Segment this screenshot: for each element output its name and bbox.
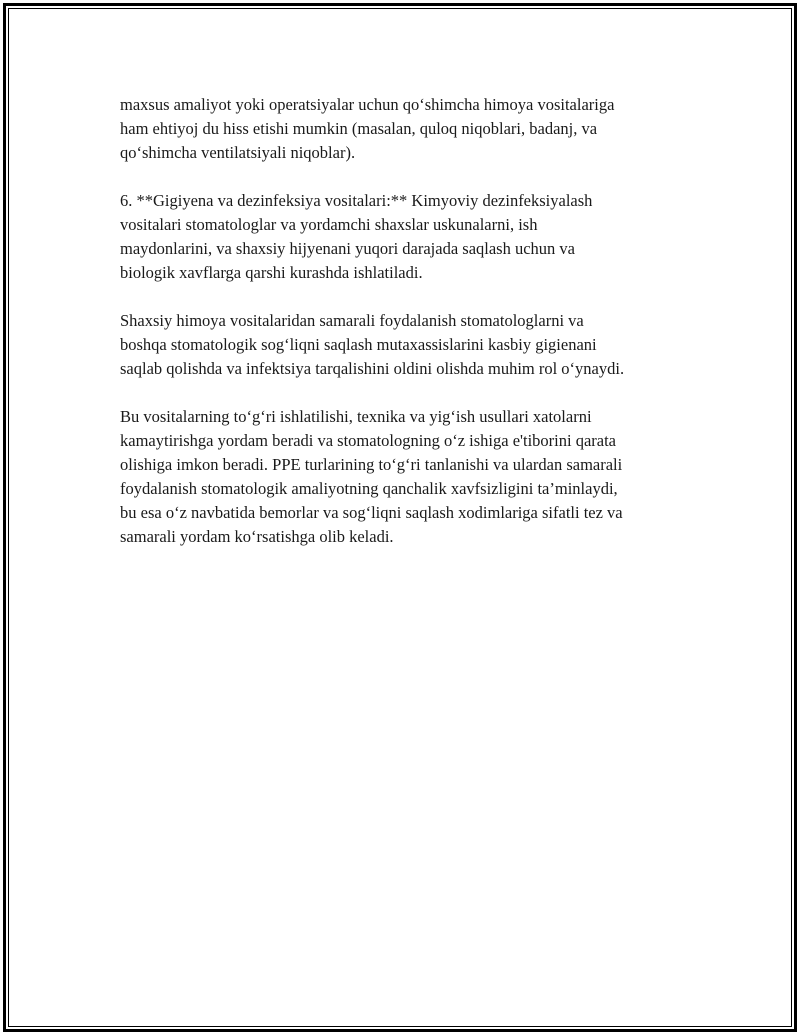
page-frame: [3, 3, 797, 1032]
text-line: Shaxsiy himoya vositalaridan samarali foydalanish stomatologlarni va: [120, 311, 584, 330]
text-line: foydalanish stomatologik amaliyotning qanchalik xavfsizligini ta’minlaydi,: [120, 479, 618, 498]
paragraph-hygiene-disinfection: [120, 189, 700, 285]
text-line: bu esa o‘z navbatida bemorlar va sog‘liqni saqlash xodimlariga sifatli tez va: [120, 503, 623, 522]
text-line: vositalari stomatologlar va yordamchi shaxslar uskunalarni, ish: [120, 215, 538, 234]
text-line: 6. **Gigiyena va dezinfeksiya vositalari:** Kimyoviy dezinfeksiyalash: [120, 191, 593, 210]
text-line: qo‘shimcha ventilatsiyali niqoblar).: [120, 143, 356, 162]
text-line: boshqa stomatologik sog‘liqni saqlash mutaxassislarini kasbiy gigienani: [120, 335, 597, 354]
text-line: Bu vositalarning to‘g‘ri ishlatilishi, texnika va yig‘ish usullari xatolarni: [120, 407, 592, 426]
paragraph-protective-equipment-continuation: [120, 93, 700, 165]
document-body: [120, 93, 700, 573]
text-line: samarali yordam ko‘rsatishga olib keladi.: [120, 527, 394, 546]
text-line: maxsus amaliyot yoki operatsiyalar uchun qo‘shimcha himoya vositalariga: [120, 95, 615, 114]
text-line: ham ehtiyoj du hiss etishi mumkin (masalan, quloq niqoblari, badanj, va: [120, 119, 598, 138]
text-line: saqlab qolishda va infektsiya tarqalishini oldini olishda muhim rol o‘ynaydi.: [120, 359, 625, 378]
text-line: kamaytirishga yordam beradi va stomatologning o‘z ishiga e'tiborini qarata: [120, 431, 616, 450]
text-line: olishiga imkon beradi. PPE turlarining to‘g‘ri tanlanishi va ulardan samarali: [120, 455, 623, 474]
text-line: biologik xavflarga qarshi kurashda ishlatiladi.: [120, 263, 423, 282]
text-line: maydonlarini, va shaxsiy hijyenani yuqori darajada saqlash uchun va: [120, 239, 575, 258]
paragraph-ppe-conclusion: [120, 405, 700, 549]
paragraph-ppe-importance: [120, 309, 700, 381]
